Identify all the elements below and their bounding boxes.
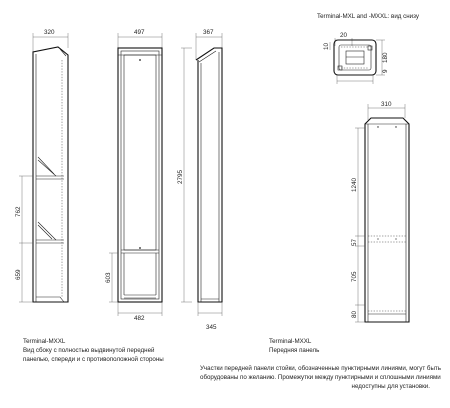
rear-side-view (196, 29, 222, 331)
dim-height-2795: 2795 (177, 169, 184, 184)
dim-bottom-180: 180 (382, 52, 389, 63)
note-text (200, 364, 441, 391)
dim-bottom-9: 9 (382, 69, 389, 73)
front-caption-line1: Передняя панель (269, 347, 320, 354)
bottom-view (323, 32, 389, 84)
dim-depth-top: 367 (203, 29, 214, 36)
side-caption-title: Terminal-MXXL (23, 338, 66, 345)
dim-front-603: 603 (105, 272, 112, 283)
dim-front-width-top: 497 (134, 29, 145, 36)
note-line3: недоступны для установки. (351, 383, 430, 390)
dim-side-width: 320 (44, 29, 55, 36)
height-dimension (177, 48, 192, 302)
dim-panel-705: 705 (351, 271, 358, 282)
dim-side-762: 762 (15, 206, 22, 217)
front-panel-caption (269, 337, 319, 355)
bottom-view-title: Terminal-MXL and -MXXL: вид снизу (317, 13, 419, 20)
dim-panel-1240: 1240 (351, 177, 358, 192)
side-view-caption (23, 337, 164, 364)
dim-panel-57: 57 (351, 238, 358, 246)
dim-bottom-10: 10 (323, 42, 330, 50)
dim-side-659: 659 (15, 269, 22, 280)
front-caption-title: Terminal-MXXL (269, 338, 312, 345)
note-line1: Участки передней панели стойки, обозначенные пунктирными линиями, могут быть (200, 365, 441, 372)
side-caption-line1: Вид сбоку с полностью выдвинутой передней (23, 347, 155, 354)
dim-panel-width: 310 (381, 101, 392, 108)
dim-panel-80: 80 (351, 310, 358, 318)
side-caption-line2: панелью, спереди и с противоположной стороны (23, 356, 164, 363)
front-view (105, 29, 162, 322)
dim-bottom-20: 20 (340, 32, 348, 39)
side-view (15, 29, 68, 302)
dim-depth-bottom: 345 (206, 324, 217, 331)
front-panel-view (351, 101, 409, 322)
note-line2: оборудованы по желанию. Промежутки между пунктирными и сплошными линиями (200, 374, 441, 381)
dim-front-width-bottom: 482 (134, 315, 145, 322)
